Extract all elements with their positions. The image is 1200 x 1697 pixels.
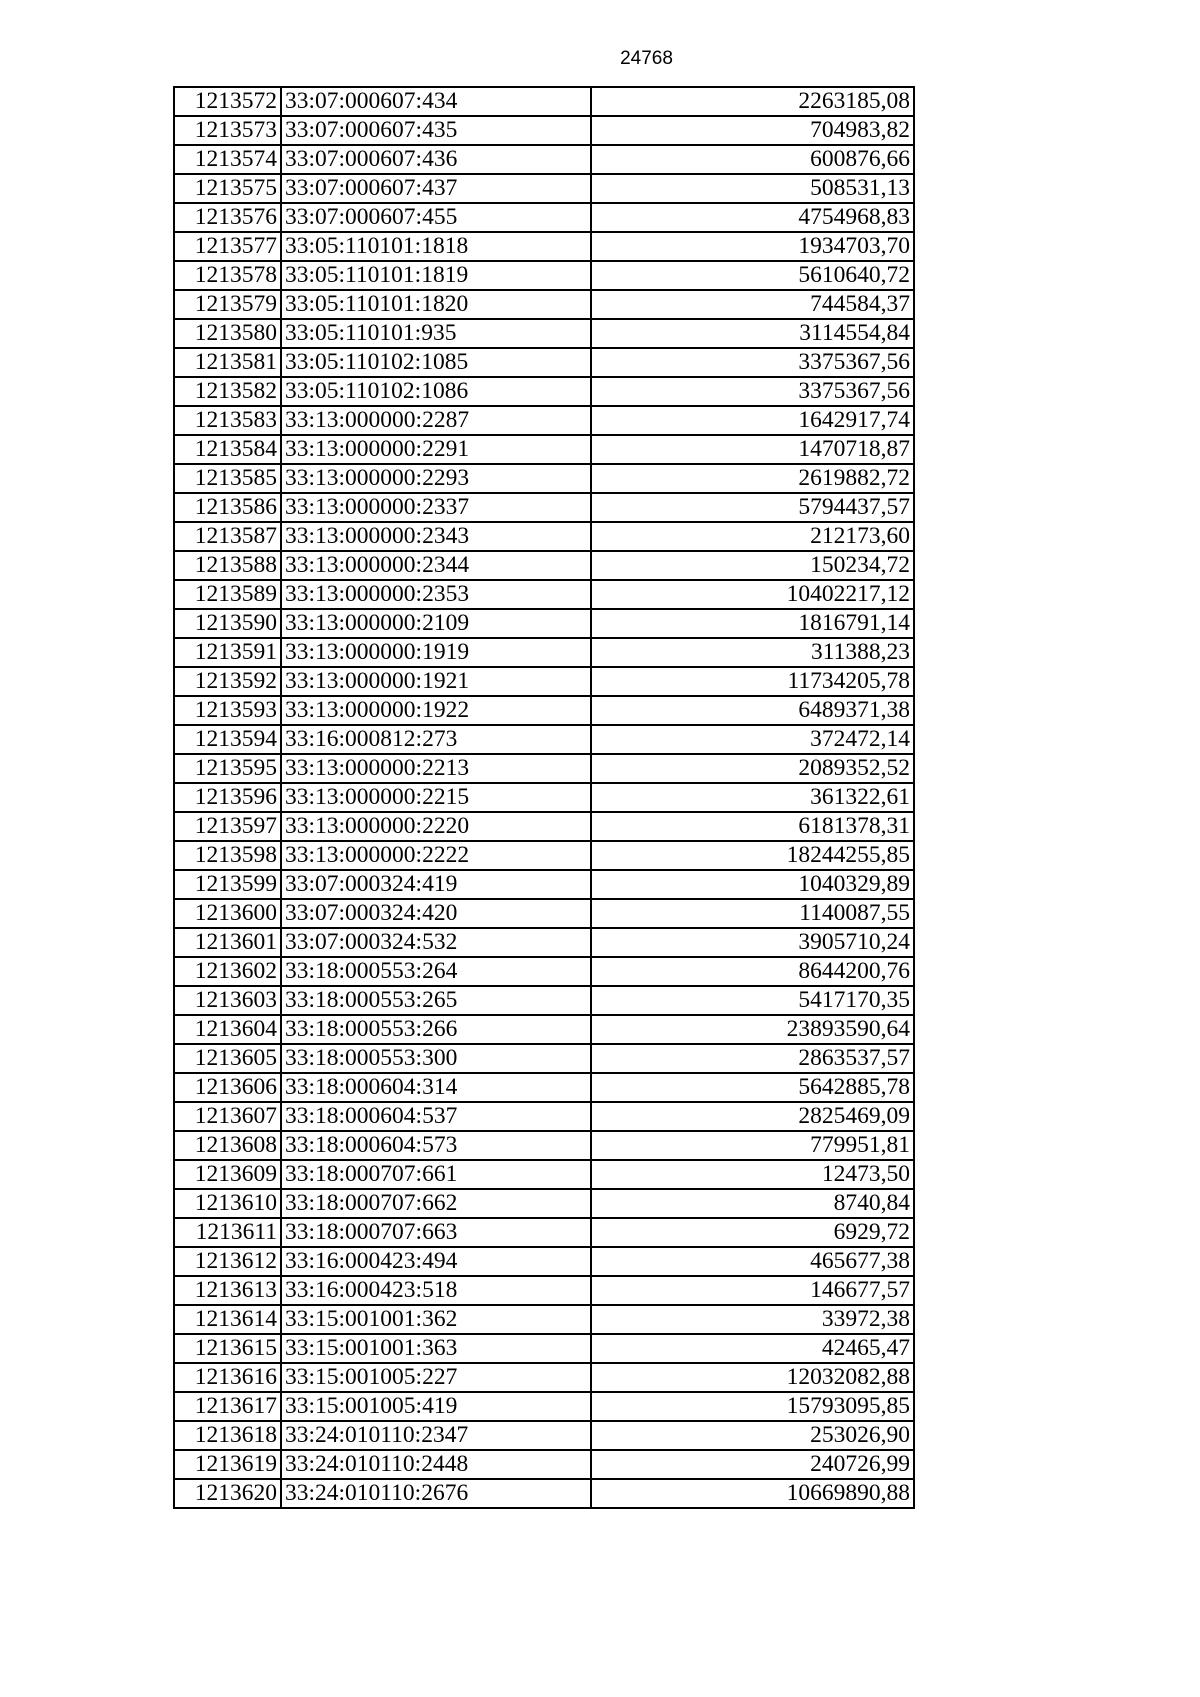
table-row (174, 1392, 914, 1421)
row-id-cell: 1213604 (174, 1015, 281, 1044)
cadastral-number-cell: 33:13:000000:2220 (281, 812, 591, 841)
row-id-cell: 1213600 (174, 899, 281, 928)
page-number: 24768 (620, 48, 673, 69)
cadastral-number-cell: 33:15:001001:362 (281, 1305, 591, 1334)
cadastral-value-cell: 3375367,56 (591, 377, 914, 406)
table-row (174, 174, 914, 203)
row-id-cell: 1213613 (174, 1276, 281, 1305)
cadastral-value-cell: 10402217,12 (591, 580, 914, 609)
table-row (174, 1044, 914, 1073)
cadastral-number-cell: 33:15:001005:227 (281, 1363, 591, 1392)
cadastral-number-cell: 33:13:000000:2215 (281, 783, 591, 812)
table-row (174, 928, 914, 957)
row-id-cell: 1213593 (174, 696, 281, 725)
cadastral-number-cell: 33:13:000000:1921 (281, 667, 591, 696)
table-row (174, 1421, 914, 1450)
row-id-cell: 1213603 (174, 986, 281, 1015)
cadastral-value-cell: 5642885,78 (591, 1073, 914, 1102)
cadastral-value-cell: 2863537,57 (591, 1044, 914, 1073)
table-row (174, 348, 914, 377)
row-id-cell: 1213617 (174, 1392, 281, 1421)
cadastral-value-cell: 6181378,31 (591, 812, 914, 841)
cadastral-number-cell: 33:13:000000:2353 (281, 580, 591, 609)
cadastral-number-cell: 33:15:001005:419 (281, 1392, 591, 1421)
row-id-cell: 1213608 (174, 1131, 281, 1160)
table-row (174, 261, 914, 290)
table-row (174, 1189, 914, 1218)
cadastral-value-cell: 5610640,72 (591, 261, 914, 290)
row-id-cell: 1213607 (174, 1102, 281, 1131)
row-id-cell: 1213573 (174, 116, 281, 145)
cadastral-number-cell: 33:13:000000:2291 (281, 435, 591, 464)
cadastral-number-cell: 33:13:000000:2213 (281, 754, 591, 783)
table-row (174, 1218, 914, 1247)
cadastral-value-cell: 744584,37 (591, 290, 914, 319)
cadastral-number-cell: 33:07:000324:419 (281, 870, 591, 899)
cadastral-value-cell: 33972,38 (591, 1305, 914, 1334)
cadastral-number-cell: 33:07:000324:532 (281, 928, 591, 957)
cadastral-value-cell: 2089352,52 (591, 754, 914, 783)
row-id-cell: 1213619 (174, 1450, 281, 1479)
table-row (174, 493, 914, 522)
cadastral-value-cell: 12032082,88 (591, 1363, 914, 1392)
table-row (174, 1334, 914, 1363)
row-id-cell: 1213588 (174, 551, 281, 580)
row-id-cell: 1213579 (174, 290, 281, 319)
row-id-cell: 1213586 (174, 493, 281, 522)
table-row (174, 522, 914, 551)
row-id-cell: 1213611 (174, 1218, 281, 1247)
cadastral-number-cell: 33:05:110102:1086 (281, 377, 591, 406)
table-row (174, 145, 914, 174)
table-row (174, 116, 914, 145)
cadastral-number-cell: 33:24:010110:2676 (281, 1479, 591, 1508)
cadastral-value-cell: 1816791,14 (591, 609, 914, 638)
cadastral-value-cell: 372472,14 (591, 725, 914, 754)
cadastral-value-cell: 6929,72 (591, 1218, 914, 1247)
cadastral-value-cell: 465677,38 (591, 1247, 914, 1276)
cadastral-value-cell: 1642917,74 (591, 406, 914, 435)
cadastral-value-cell: 508531,13 (591, 174, 914, 203)
row-id-cell: 1213577 (174, 232, 281, 261)
cadastral-value-cell: 2619882,72 (591, 464, 914, 493)
table-row (174, 986, 914, 1015)
row-id-cell: 1213605 (174, 1044, 281, 1073)
table-row (174, 1450, 914, 1479)
cadastral-value-cell: 1934703,70 (591, 232, 914, 261)
table-row (174, 1363, 914, 1392)
cadastral-value-cell: 23893590,64 (591, 1015, 914, 1044)
table-row (174, 957, 914, 986)
cadastral-number-cell: 33:24:010110:2347 (281, 1421, 591, 1450)
table-row (174, 1276, 914, 1305)
table-row (174, 1131, 914, 1160)
cadastral-number-cell: 33:16:000812:273 (281, 725, 591, 754)
cadastral-value-cell: 18244255,85 (591, 841, 914, 870)
cadastral-number-cell: 33:13:000000:1919 (281, 638, 591, 667)
row-id-cell: 1213601 (174, 928, 281, 957)
table-row (174, 1247, 914, 1276)
table-row (174, 725, 914, 754)
row-id-cell: 1213572 (174, 87, 281, 116)
cadastral-value-cell: 3905710,24 (591, 928, 914, 957)
row-id-cell: 1213576 (174, 203, 281, 232)
table-body (174, 87, 914, 1508)
table-row (174, 580, 914, 609)
cadastral-value-cell: 5417170,35 (591, 986, 914, 1015)
cadastral-value-cell: 15793095,85 (591, 1392, 914, 1421)
table-row (174, 377, 914, 406)
row-id-cell: 1213602 (174, 957, 281, 986)
cadastral-value-cell: 3114554,84 (591, 319, 914, 348)
row-id-cell: 1213606 (174, 1073, 281, 1102)
row-id-cell: 1213596 (174, 783, 281, 812)
cadastral-value-cell: 8740,84 (591, 1189, 914, 1218)
table-row (174, 812, 914, 841)
table-row (174, 551, 914, 580)
cadastral-number-cell: 33:24:010110:2448 (281, 1450, 591, 1479)
cadastral-value-cell: 704983,82 (591, 116, 914, 145)
cadastral-value-cell: 146677,57 (591, 1276, 914, 1305)
row-id-cell: 1213616 (174, 1363, 281, 1392)
cadastral-number-cell: 33:13:000000:2222 (281, 841, 591, 870)
table-row (174, 870, 914, 899)
cadastral-value-cell: 10669890,88 (591, 1479, 914, 1508)
table-row (174, 1160, 914, 1189)
row-id-cell: 1213578 (174, 261, 281, 290)
row-id-cell: 1213590 (174, 609, 281, 638)
cadastral-value-cell: 240726,99 (591, 1450, 914, 1479)
row-id-cell: 1213589 (174, 580, 281, 609)
row-id-cell: 1213610 (174, 1189, 281, 1218)
cadastral-number-cell: 33:05:110102:1085 (281, 348, 591, 377)
cadastral-value-cell: 1140087,55 (591, 899, 914, 928)
cadastral-number-cell: 33:07:000607:455 (281, 203, 591, 232)
cadastral-value-cell: 253026,90 (591, 1421, 914, 1450)
cadastral-number-cell: 33:13:000000:2344 (281, 551, 591, 580)
cadastral-value-cell: 6489371,38 (591, 696, 914, 725)
cadastral-number-cell: 33:18:000553:264 (281, 957, 591, 986)
row-id-cell: 1213585 (174, 464, 281, 493)
table-row (174, 638, 914, 667)
cadastral-value-cell: 5794437,57 (591, 493, 914, 522)
cadastral-number-cell: 33:18:000707:663 (281, 1218, 591, 1247)
cadastral-number-cell: 33:18:000604:314 (281, 1073, 591, 1102)
cadastral-number-cell: 33:13:000000:2293 (281, 464, 591, 493)
cadastral-value-cell: 311388,23 (591, 638, 914, 667)
cadastral-number-cell: 33:07:000607:436 (281, 145, 591, 174)
row-id-cell: 1213599 (174, 870, 281, 899)
table-row (174, 290, 914, 319)
cadastral-value-cell: 779951,81 (591, 1131, 914, 1160)
row-id-cell: 1213574 (174, 145, 281, 174)
cadastral-number-cell: 33:13:000000:2287 (281, 406, 591, 435)
row-id-cell: 1213612 (174, 1247, 281, 1276)
table-row (174, 319, 914, 348)
cadastral-number-cell: 33:13:000000:2343 (281, 522, 591, 551)
table-row (174, 696, 914, 725)
row-id-cell: 1213615 (174, 1334, 281, 1363)
cadastral-value-cell: 1040329,89 (591, 870, 914, 899)
table-row (174, 1479, 914, 1508)
row-id-cell: 1213582 (174, 377, 281, 406)
cadastral-number-cell: 33:16:000423:518 (281, 1276, 591, 1305)
cadastral-number-cell: 33:16:000423:494 (281, 1247, 591, 1276)
row-id-cell: 1213583 (174, 406, 281, 435)
table-row (174, 406, 914, 435)
table-row (174, 1305, 914, 1334)
row-id-cell: 1213584 (174, 435, 281, 464)
cadastral-value-cell: 361322,61 (591, 783, 914, 812)
cadastral-value-cell: 3375367,56 (591, 348, 914, 377)
cadastral-number-cell: 33:18:000553:265 (281, 986, 591, 1015)
table-row (174, 899, 914, 928)
cadastral-value-cell: 600876,66 (591, 145, 914, 174)
row-id-cell: 1213618 (174, 1421, 281, 1450)
cadastral-value-cell: 11734205,78 (591, 667, 914, 696)
cadastral-number-cell: 33:07:000607:434 (281, 87, 591, 116)
table-row (174, 435, 914, 464)
cadastral-value-cell: 150234,72 (591, 551, 914, 580)
cadastral-value-cell: 212173,60 (591, 522, 914, 551)
table-row (174, 464, 914, 493)
row-id-cell: 1213597 (174, 812, 281, 841)
cadastral-number-cell: 33:05:110101:1819 (281, 261, 591, 290)
table-row (174, 609, 914, 638)
row-id-cell: 1213591 (174, 638, 281, 667)
row-id-cell: 1213614 (174, 1305, 281, 1334)
cadastral-number-cell: 33:05:110101:1818 (281, 232, 591, 261)
cadastral-number-cell: 33:13:000000:2337 (281, 493, 591, 522)
cadastral-number-cell: 33:05:110101:1820 (281, 290, 591, 319)
row-id-cell: 1213581 (174, 348, 281, 377)
cadastral-number-cell: 33:18:000553:266 (281, 1015, 591, 1044)
cadastral-value-cell: 2263185,08 (591, 87, 914, 116)
cadastral-value-cell: 42465,47 (591, 1334, 914, 1363)
cadastral-value-cell: 1470718,87 (591, 435, 914, 464)
cadastral-value-cell: 8644200,76 (591, 957, 914, 986)
row-id-cell: 1213620 (174, 1479, 281, 1508)
cadastral-number-cell: 33:07:000607:437 (281, 174, 591, 203)
cadastral-number-cell: 33:05:110101:935 (281, 319, 591, 348)
cadastral-value-cell: 4754968,83 (591, 203, 914, 232)
table-row (174, 1073, 914, 1102)
cadastral-number-cell: 33:18:000553:300 (281, 1044, 591, 1073)
table-row (174, 87, 914, 116)
cadastral-number-cell: 33:18:000604:537 (281, 1102, 591, 1131)
row-id-cell: 1213580 (174, 319, 281, 348)
row-id-cell: 1213595 (174, 754, 281, 783)
table-row (174, 754, 914, 783)
cadastral-number-cell: 33:13:000000:1922 (281, 696, 591, 725)
table-row (174, 667, 914, 696)
table-row (174, 841, 914, 870)
cadastral-number-cell: 33:18:000707:662 (281, 1189, 591, 1218)
row-id-cell: 1213609 (174, 1160, 281, 1189)
row-id-cell: 1213575 (174, 174, 281, 203)
row-id-cell: 1213592 (174, 667, 281, 696)
table-row (174, 1102, 914, 1131)
cadastral-number-cell: 33:07:000607:435 (281, 116, 591, 145)
table-row (174, 1015, 914, 1044)
cadastral-number-cell: 33:18:000707:661 (281, 1160, 591, 1189)
cadastral-number-cell: 33:18:000604:573 (281, 1131, 591, 1160)
row-id-cell: 1213587 (174, 522, 281, 551)
cadastral-number-cell: 33:15:001001:363 (281, 1334, 591, 1363)
table-row (174, 203, 914, 232)
table-row (174, 232, 914, 261)
cadastral-value-cell: 2825469,09 (591, 1102, 914, 1131)
cadastral-value-table (173, 86, 915, 1509)
table-row (174, 783, 914, 812)
cadastral-number-cell: 33:13:000000:2109 (281, 609, 591, 638)
row-id-cell: 1213594 (174, 725, 281, 754)
cadastral-value-cell: 12473,50 (591, 1160, 914, 1189)
cadastral-number-cell: 33:07:000324:420 (281, 899, 591, 928)
row-id-cell: 1213598 (174, 841, 281, 870)
